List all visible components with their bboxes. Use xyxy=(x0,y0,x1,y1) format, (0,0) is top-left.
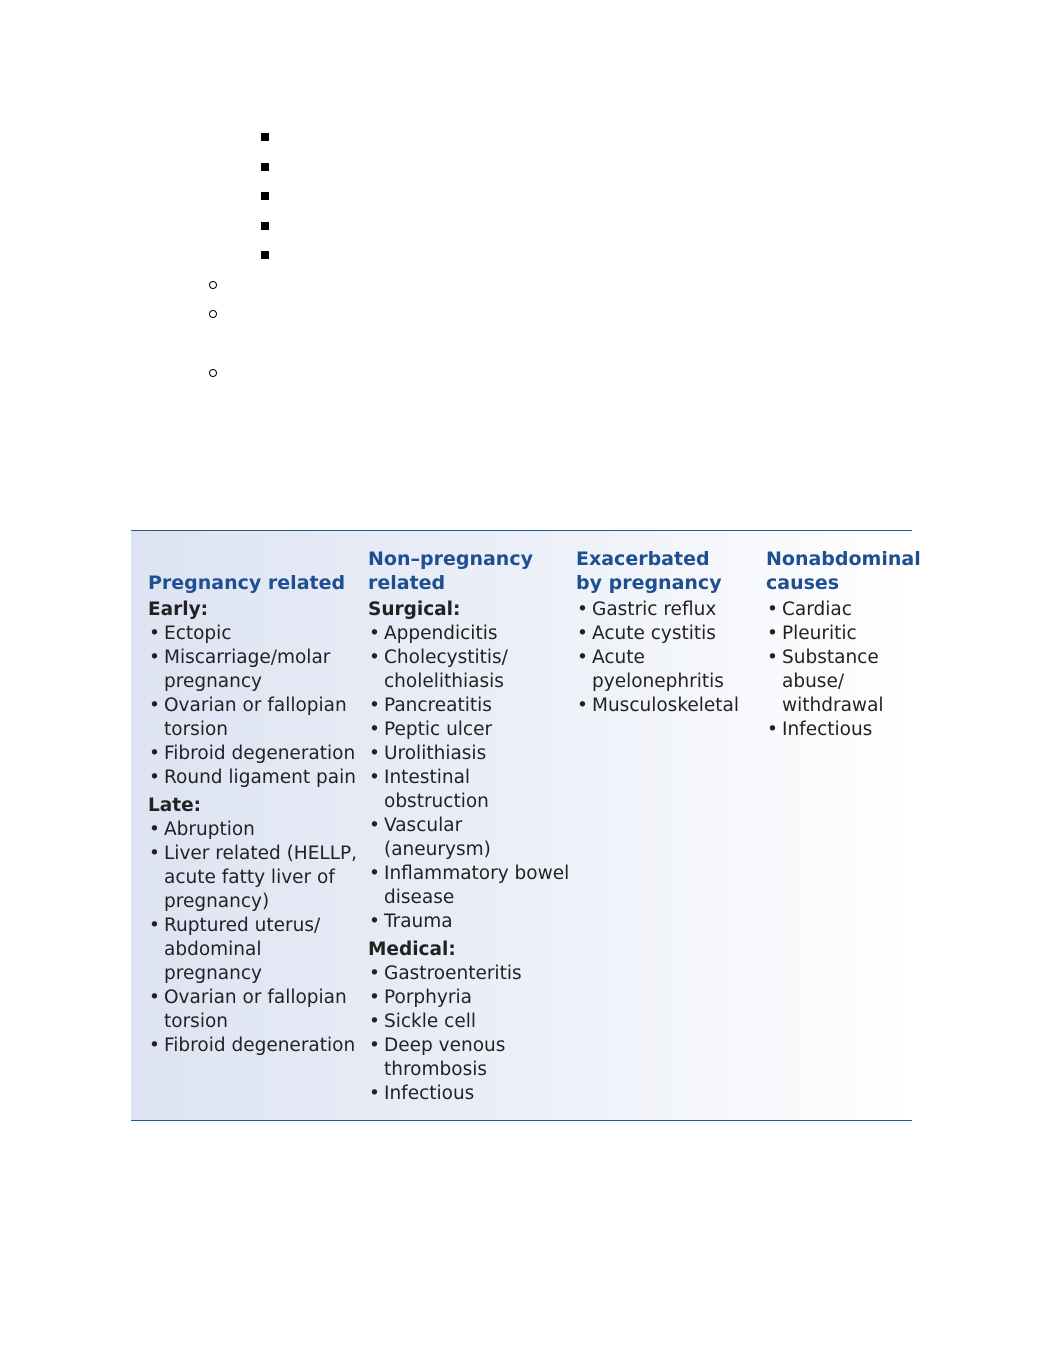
group-label: Medical: xyxy=(368,939,456,960)
list-item: • Vascular (aneurysm) xyxy=(369,815,491,860)
bullet-icon: • xyxy=(577,623,588,644)
bullet-icon: • xyxy=(767,599,778,620)
list-item: • Ruptured uterus/ abdominal pregnancy xyxy=(149,915,321,984)
list-item: • Fibroid degeneration xyxy=(149,743,356,764)
list-item: • Infectious xyxy=(767,719,873,740)
bullet-icon: • xyxy=(369,695,380,716)
bullet-icon: • xyxy=(577,599,588,620)
causes-table xyxy=(131,530,921,1121)
bullet-icon: • xyxy=(369,911,380,932)
list-item: • Infectious xyxy=(369,1083,475,1104)
list-item: • Pancreatitis xyxy=(369,695,492,716)
list-item: • Peptic ulcer xyxy=(369,719,493,740)
list-item: • Trauma xyxy=(369,911,453,932)
column-body xyxy=(368,598,568,1106)
column-body xyxy=(148,598,358,1058)
bullet-icon: • xyxy=(149,623,160,644)
list-item: • Fibroid degeneration xyxy=(149,1035,356,1056)
list-item: • Acute pyelonephritis xyxy=(577,647,724,692)
bullet-icon: • xyxy=(149,915,160,936)
list-item: • Sickle cell xyxy=(369,1011,477,1032)
bullet-icon: • xyxy=(767,719,778,740)
list-item: • Cardiac xyxy=(767,599,852,620)
list-item: • Inflammatory bowel disease xyxy=(369,863,570,908)
bullet-icon: • xyxy=(369,743,380,764)
list-item: • Substance abuse/ withdrawal xyxy=(767,647,884,716)
list-item: • Acute cystitis xyxy=(577,623,716,644)
bullet-icon: • xyxy=(369,647,380,668)
bullet-icon: • xyxy=(369,987,380,1008)
list-item: • Musculoskeletal xyxy=(577,695,740,716)
group-label: Late: xyxy=(148,795,202,816)
list-item: • Ovarian or fallopian torsion xyxy=(149,695,347,740)
square-bullet-icon xyxy=(261,163,269,171)
group-label: Early: xyxy=(148,599,209,620)
column-header-text: Nonabdominal causes xyxy=(766,548,921,594)
list-item: • Deep venous thrombosis xyxy=(369,1035,506,1080)
bullet-icon: • xyxy=(149,987,160,1008)
circle-bullet-icon xyxy=(209,310,217,318)
bullet-icon: • xyxy=(149,695,160,716)
bullet-icon: • xyxy=(149,843,160,864)
circle-bullet-icon xyxy=(209,369,217,377)
bullet-icon: • xyxy=(369,767,380,788)
bullet-icon: • xyxy=(369,1083,380,1104)
bullet-icon: • xyxy=(149,647,160,668)
bullet-icon: • xyxy=(767,647,778,668)
bullet-icon: • xyxy=(577,647,588,668)
list-item: • Intestinal obstruction xyxy=(369,767,489,812)
bullet-icon: • xyxy=(369,719,380,740)
bullet-icon: • xyxy=(369,1035,380,1056)
bullet-icon: • xyxy=(149,819,160,840)
list-item: • Gastroenteritis xyxy=(369,963,522,984)
column-header-text: Exacerbated by pregnancy xyxy=(576,548,722,594)
column-header xyxy=(766,545,921,595)
group-label: Surgical: xyxy=(368,599,461,620)
list-item: • Urolithiasis xyxy=(369,743,487,764)
list-item: • Gastric reflux xyxy=(577,599,717,620)
column-body xyxy=(766,598,908,742)
square-bullet-icon xyxy=(261,251,269,259)
list-item: • Cholecystitis/ cholelithiasis xyxy=(369,647,508,692)
square-bullet-icon xyxy=(261,133,269,141)
bullet-icon: • xyxy=(369,963,380,984)
list-item: • Appendicitis xyxy=(369,623,498,644)
list-item: • Porphyria xyxy=(369,987,472,1008)
bullet-icon: • xyxy=(369,1011,380,1032)
column-body xyxy=(576,598,761,718)
bullet-icon: • xyxy=(149,743,160,764)
list-item: • Miscarriage/molar pregnancy xyxy=(149,647,331,692)
square-bullet-icon xyxy=(261,192,269,200)
bullet-icon: • xyxy=(577,695,588,716)
column-header-text: Pregnancy related xyxy=(148,572,346,594)
column-header xyxy=(368,545,538,595)
bullet-icon: • xyxy=(149,1035,160,1056)
column-header xyxy=(148,545,358,595)
list-item: • Round ligament pain xyxy=(149,767,356,788)
list-item: • Pleuritic xyxy=(767,623,857,644)
column-header xyxy=(576,545,736,595)
bullet-icon: • xyxy=(369,623,380,644)
bullet-icon: • xyxy=(369,815,380,836)
list-item: • Ectopic xyxy=(149,623,232,644)
circle-bullet-icon xyxy=(209,281,217,289)
bullet-icon: • xyxy=(767,623,778,644)
list-item: • Abruption xyxy=(149,819,255,840)
bullet-icon: • xyxy=(149,767,160,788)
square-bullet-icon xyxy=(261,222,269,230)
column-header-text: Non–pregnancy related xyxy=(368,548,533,594)
list-item: • Liver related (HELLP, acute fatty liver of pregnancy) xyxy=(149,843,358,912)
bullet-icon: • xyxy=(369,863,380,884)
list-item: • Ovarian or fallopian torsion xyxy=(149,987,347,1032)
